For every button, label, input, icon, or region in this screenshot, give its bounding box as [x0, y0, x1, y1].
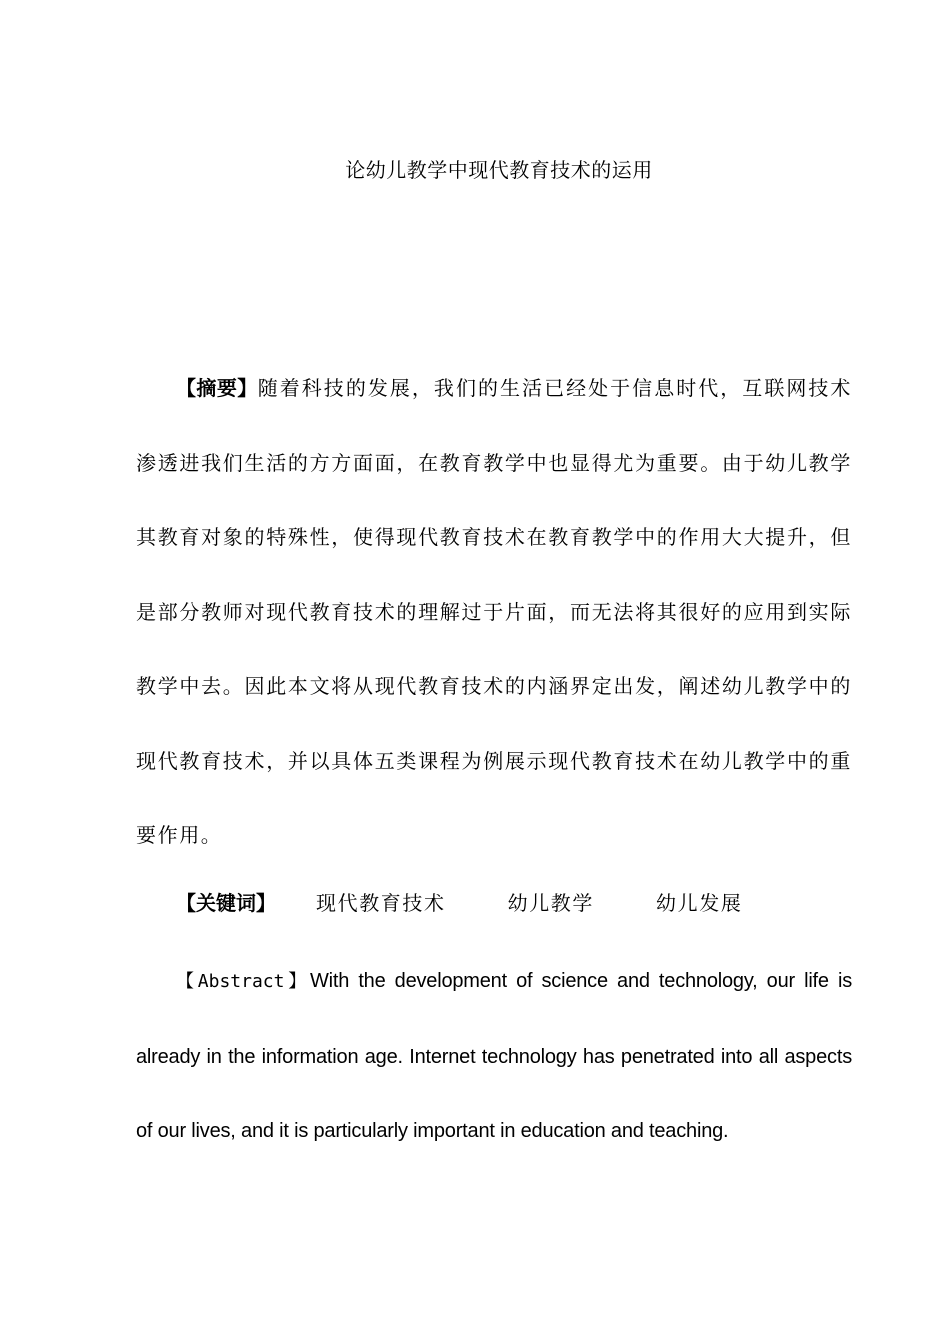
document-title: 论幼儿教学中现代教育技术的运用 — [345, 158, 653, 182]
keyword-item: 幼儿教学 — [507, 891, 595, 915]
keywords-line — [136, 877, 852, 929]
keyword-item: 幼儿发展 — [656, 891, 743, 915]
abstract-chinese — [136, 351, 852, 873]
keywords-label: 【关键词】 — [176, 891, 276, 915]
abstract-text: 随着科技的发展，我们的生活已经处于信息时代，互联网技术渗透进我们生活的方方面面，在教育教学中也显得尤为重要。由于幼儿教学其教育对象的特殊性，使得现代教育技术在教育教学中的作用大大提升，但是部分教师对现代教育技术的理解过于片面，而无法将其很好的应用到实际教学中去。因此本文将从现代教育技术的内涵界定出发，阐述幼儿教学中的现代教育技术，并以具体五类课程为例展示现代教育技术在幼儿教学中的重要作用。 — [136, 376, 853, 847]
abstract-en-text: With the development of science and technology, our life is already in the information age. Internet technology has penetrated into all aspects of our lives, and it is particularly important in education and teaching. — [136, 970, 853, 1142]
abstract-label: 【摘要】 — [176, 376, 258, 400]
abstract-en-label: 【Abstract】 — [176, 971, 310, 992]
keyword-item: 现代教育技术 — [316, 891, 446, 915]
abstract-english — [136, 944, 852, 1169]
